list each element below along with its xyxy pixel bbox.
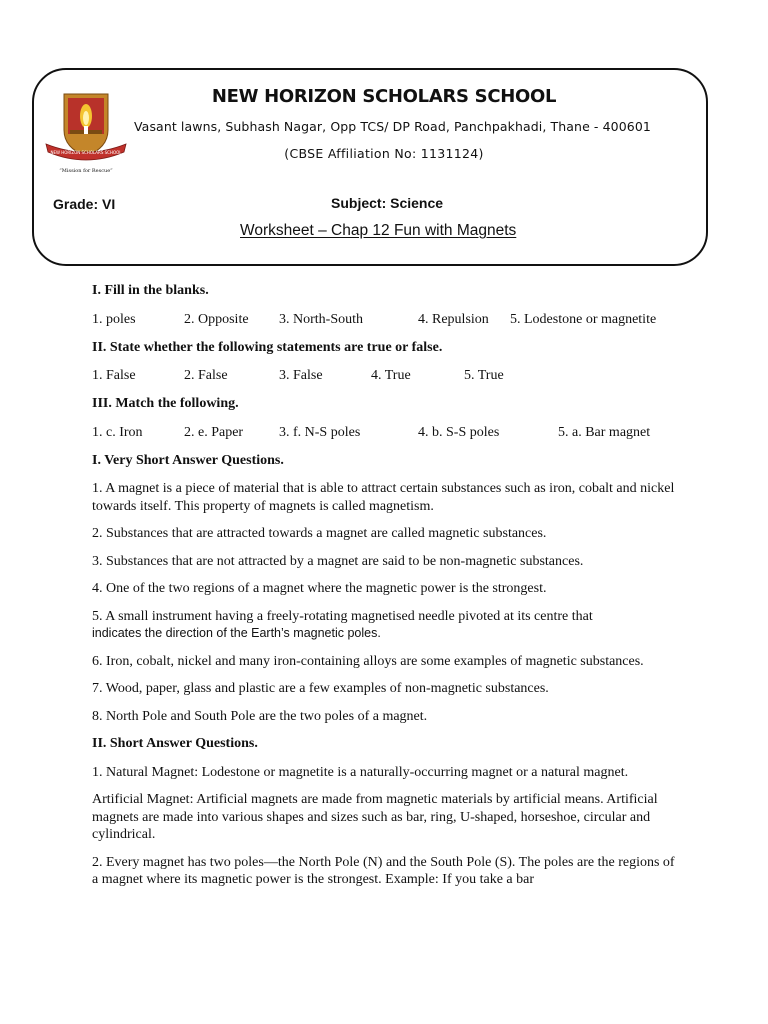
- vsa-answer-5-line: 5. A small instrument having a freely-rotating magnetised needle pivoted at its centre that: [92, 608, 593, 624]
- answer-row-match: [92, 424, 682, 441]
- vsa-answer-5: [92, 608, 682, 643]
- vsa-answer-8: 8. North Pole and South Pole are the two poles of a magnet.: [92, 708, 428, 724]
- school-address: Vasant lawns, Subhash Nagar, Opp TCS/ DP Road, Panchpakhadi, Thane - 400601: [134, 119, 651, 134]
- answer-item: 3. False: [279, 368, 323, 383]
- answer-item: 2. e. Paper: [184, 424, 244, 440]
- section-heading: III. Match the following.: [92, 396, 239, 411]
- vsa-answer-1: 1. A magnet is a piece of material that is able to attract certain substances such as iron, cobalt and nickel towards itself. This property of magnets is called magnetism.: [92, 481, 675, 514]
- sa-answer-2: 2. Every magnet has two poles—the North Pole (N) and the South Pole (S). The poles are the regions of a magnet where its magnetic power is the strongest. Example: If you take a bar: [92, 854, 675, 887]
- answer-item: 5. a. Bar magnet: [558, 424, 651, 440]
- answer-row-truefalse: [92, 367, 682, 384]
- answer-item: 1. False: [92, 368, 136, 383]
- answer-item: 5. True: [464, 368, 504, 383]
- vsa-answer-2: 2. Substances that are attracted towards a magnet are called magnetic substances.: [92, 526, 547, 541]
- answer-item: 3. f. N-S poles: [279, 424, 361, 440]
- vsa-answer-3: 3. Substances that are not attracted by a magnet are said to be non-magnetic substances.: [92, 553, 584, 569]
- grade-label: Grade: VI: [53, 196, 116, 212]
- logo-banner-text: NEW HORIZON SCHOLARS SCHOOL: [50, 150, 122, 155]
- logo-motto: “Mission for Rescue”: [59, 168, 113, 174]
- section-heading: I. Very Short Answer Questions.: [92, 452, 284, 468]
- vsa-answer-6: 6. Iron, cobalt, nickel and many iron-containing alloys are some examples of magnetic substances.: [92, 653, 644, 669]
- answer-item: 2. False: [184, 368, 228, 383]
- answer-item: 5. Lodestone or magnetite: [510, 311, 657, 327]
- section-heading: II. Short Answer Questions.: [92, 736, 258, 751]
- sa-answer-1: 1. Natural Magnet: Lodestone or magnetite is a naturally-occurring magnet or a natural magnet.: [92, 764, 629, 780]
- answer-item: 1. poles: [92, 311, 136, 327]
- answer-item: 4. True: [371, 368, 411, 383]
- sa-answer-1-artificial: Artificial Magnet: Artificial magnets are made from magnetic materials by artificial means. Artificial magnets are made into various shapes and sizes such as bar, ring, U-shaped, horseshoe, circular and cylindrical.: [92, 792, 658, 842]
- vsa-answer-5-tail: indicates the direction of the Earth’s magnetic poles.: [92, 626, 381, 640]
- answer-item: 1. c. Iron: [92, 424, 143, 440]
- school-name: NEW HORIZON SCHOLARS SCHOOL: [211, 86, 557, 107]
- answer-item: 4. b. S-S poles: [418, 424, 500, 440]
- worksheet-content: [92, 282, 682, 899]
- answer-item: 4. Repulsion: [418, 311, 489, 327]
- affiliation-number: (CBSE Affiliation No: 1131124): [284, 146, 484, 161]
- vsa-answer-7: 7. Wood, paper, glass and plastic are a few examples of non-magnetic substances.: [92, 681, 549, 696]
- vsa-answer-4: 4. One of the two regions of a magnet where the magnetic power is the strongest.: [92, 581, 547, 596]
- section-heading: I. Fill in the blanks.: [92, 283, 209, 298]
- answer-row-fill: [92, 311, 682, 328]
- answer-item: 3. North-South: [279, 311, 363, 327]
- subject-label: Subject: Science: [331, 195, 444, 211]
- section-heading: II. State whether the following statements are true or false.: [92, 339, 443, 355]
- worksheet-title: Worksheet – Chap 12 Fun with Magnets: [240, 222, 517, 239]
- answer-item: 2. Opposite: [184, 311, 249, 327]
